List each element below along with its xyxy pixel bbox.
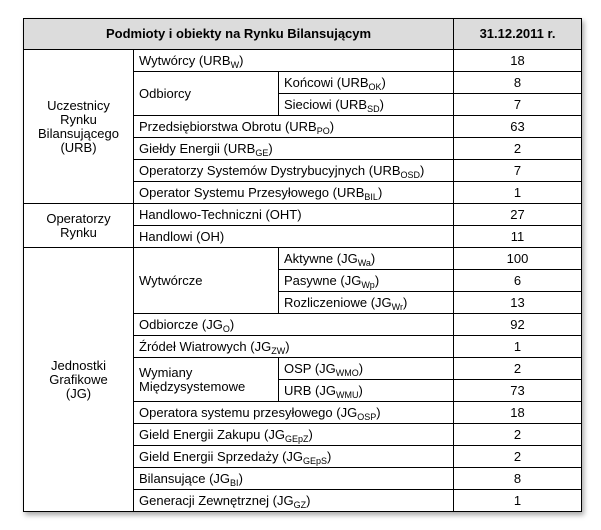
row-label-oht: Handlowo-Techniczni (OHT) — [134, 204, 454, 226]
row-label-koncowi: Końcowi $(URB_{OK})$ — [279, 72, 454, 94]
row-label-bil: Bilansujące $(JG_{BI})$ — [134, 468, 454, 490]
row-label-sieciowi: Sieciowi $(URB_{SD})$ — [279, 94, 454, 116]
row-label-gieldy: Giełdy Energii $(URB_{GE})$ — [134, 138, 454, 160]
row-value-pasywne: 6 — [454, 270, 582, 292]
row-value-sieciowi: 7 — [454, 94, 582, 116]
group-jg: Jednostki Grafikowe (JG) — [24, 248, 134, 512]
row-value-wytworcy: 18 — [454, 50, 582, 72]
row-label-wytworcze: Wytwórcze — [134, 248, 279, 314]
row-value-gez: 2 — [454, 424, 582, 446]
row-value-aktywne: 100 — [454, 248, 582, 270]
group-operatorzy: Operatorzy Rynku — [24, 204, 134, 248]
date-header: 31.12.2011 r. — [454, 19, 582, 50]
row-value-jgosp: 18 — [454, 402, 582, 424]
row-value-osd: 7 — [454, 160, 582, 182]
row-value-rozliczeniowe: 13 — [454, 292, 582, 314]
row-value-osp: 1 — [454, 182, 582, 204]
group-urb: Uczestnicy Rynku Bilansującego (URB) — [24, 50, 134, 204]
row-label-wmu: URB $(JG_{WMU})$ — [279, 380, 454, 402]
row-value-ges: 2 — [454, 446, 582, 468]
table-row — [24, 248, 582, 270]
report-table-wrapper — [23, 18, 581, 512]
row-label-odbiorcze: Odbiorcze $(JG_O)$ — [134, 314, 454, 336]
balancing-market-table — [23, 18, 582, 512]
row-label-gz: Generacji Zewnętrznej $(JG_{GZ})$ — [134, 490, 454, 512]
row-value-oht: 27 — [454, 204, 582, 226]
row-label-wytworcy: Wytwórcy $(URB_W)$ — [134, 50, 454, 72]
row-value-wiatrowe: 1 — [454, 336, 582, 358]
table-row — [24, 50, 582, 72]
row-label-oh: Handlowi (OH) — [134, 226, 454, 248]
row-label-aktywne: Aktywne $(JG_{Wa})$ — [279, 248, 454, 270]
row-value-oh: 11 — [454, 226, 582, 248]
row-value-odbiorcze: 92 — [454, 314, 582, 336]
row-label-pasywne: Pasywne $(JG_{Wp})$ — [279, 270, 454, 292]
row-label-odbiorcy: Odbiorcy — [134, 72, 279, 116]
row-value-wmo: 2 — [454, 358, 582, 380]
row-label-wiatrowe: Źródeł Wiatrowych $(JG_{ZW})$ — [134, 336, 454, 358]
row-label-przedsiebiorstwa: Przedsiębiorstwa Obrotu $(URB_{PO})$ — [134, 116, 454, 138]
row-label-jgosp: Operatora systemu przesyłowego $(JG_{OSP})$ — [134, 402, 454, 424]
table-header-row — [24, 19, 582, 50]
row-label-wmo: OSP $(JG_{WMO})$ — [279, 358, 454, 380]
row-label-ges: Gield Energii Sprzedaży $(JG_{GEpS})$ — [134, 446, 454, 468]
row-label-rozliczeniowe: Rozliczeniowe $(JG_{Wr})$ — [279, 292, 454, 314]
row-label-gez: Gield Energii Zakupu $(JG_{GEpZ})$ — [134, 424, 454, 446]
row-value-gieldy: 2 — [454, 138, 582, 160]
row-label-osd: Operatorzy Systemów Dystrybucyjnych $(URB_{OSD})$ — [134, 160, 454, 182]
row-value-przedsiebiorstwa: 63 — [454, 116, 582, 138]
row-label-osp: Operator Systemu Przesyłowego $(URB_{BIL})$ — [134, 182, 454, 204]
table-title: Podmioty i obiekty na Rynku Bilansującym — [24, 19, 454, 50]
row-value-gz: 1 — [454, 490, 582, 512]
row-label-wymiany: Wymiany Międzysystemowe — [134, 358, 279, 402]
row-value-koncowi: 8 — [454, 72, 582, 94]
row-value-wmu: 73 — [454, 380, 582, 402]
table-row — [24, 204, 582, 226]
row-value-bil: 8 — [454, 468, 582, 490]
